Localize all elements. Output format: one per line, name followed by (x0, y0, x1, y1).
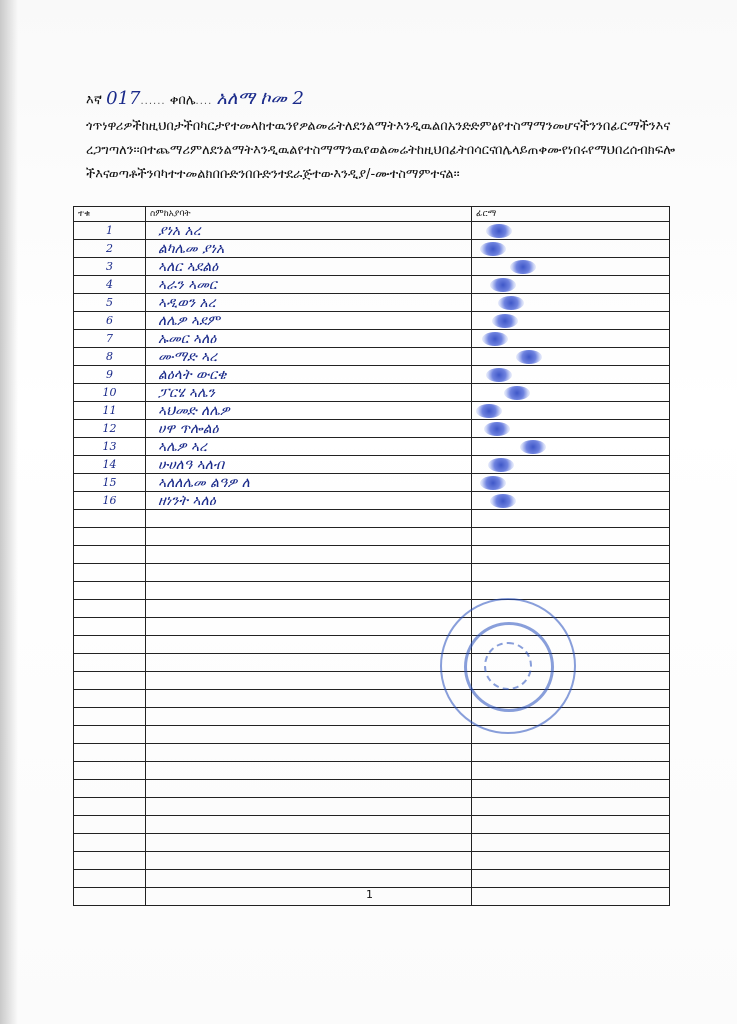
table-row (74, 258, 670, 276)
empty-cell (74, 798, 146, 816)
row-signature (472, 276, 670, 294)
no-label: እኛ (86, 93, 102, 108)
table-row (74, 420, 670, 438)
kebele-label: ቀበሌ (169, 93, 196, 108)
empty-cell (74, 672, 146, 690)
empty-cell (472, 564, 670, 582)
fingerprint-signature (476, 404, 502, 418)
empty-cell (74, 816, 146, 834)
empty-cell (74, 744, 146, 762)
table-row (74, 366, 670, 384)
row-name: ኣለር ኣደልዕ (146, 258, 472, 276)
empty-cell (146, 564, 472, 582)
empty-cell (146, 780, 472, 798)
row-name: ያነአ አረ (146, 222, 472, 240)
table-row-empty (74, 834, 670, 852)
table-row-empty (74, 762, 670, 780)
kebele-value: አለማ ኮመ 2 (216, 88, 304, 109)
fingerprint-signature (498, 296, 524, 310)
empty-cell (146, 582, 472, 600)
row-number: 13 (74, 438, 146, 456)
empty-cell (74, 708, 146, 726)
empty-cell (146, 636, 472, 654)
empty-cell (472, 546, 670, 564)
empty-cell (146, 510, 472, 528)
fingerprint-signature (490, 278, 516, 292)
dots: ...... (140, 96, 166, 107)
table-row-empty (74, 618, 670, 636)
table-row-empty (74, 528, 670, 546)
row-name: ልዕላት ውርቄ (146, 366, 472, 384)
table-row-empty (74, 798, 670, 816)
table-row (74, 348, 670, 366)
row-name: ሀዋ ጥሎልዕ (146, 420, 472, 438)
table-row-empty (74, 690, 670, 708)
empty-cell (74, 582, 146, 600)
row-signature (472, 240, 670, 258)
col-header-name: ስምከአያባት (146, 207, 472, 222)
table-row-empty (74, 600, 670, 618)
empty-cell (146, 870, 472, 888)
col-header-signature: ፊርማ (472, 207, 670, 222)
table-row-empty (74, 654, 670, 672)
empty-cell (146, 888, 472, 906)
empty-cell (146, 618, 472, 636)
empty-cell (146, 654, 472, 672)
table-row-empty (74, 726, 670, 744)
fingerprint-signature (516, 350, 542, 364)
row-name: ለሌዎ ኣደም (146, 312, 472, 330)
table-row-empty (74, 852, 670, 870)
row-number: 2 (74, 240, 146, 258)
row-number: 14 (74, 456, 146, 474)
table-header-row (74, 207, 670, 222)
col-header-number: ተቁ (74, 207, 146, 222)
row-signature (472, 294, 670, 312)
table-body (74, 222, 670, 906)
empty-cell (146, 744, 472, 762)
row-signature (472, 312, 670, 330)
empty-cell (472, 762, 670, 780)
empty-cell (146, 708, 472, 726)
empty-cell (146, 672, 472, 690)
official-stamp (440, 598, 576, 734)
empty-cell (472, 744, 670, 762)
empty-cell (74, 510, 146, 528)
table-row-empty (74, 510, 670, 528)
row-signature (472, 258, 670, 276)
empty-cell (472, 834, 670, 852)
table-row-empty (74, 708, 670, 726)
table-row (74, 330, 670, 348)
empty-cell (74, 852, 146, 870)
table-row-empty (74, 582, 670, 600)
row-number: 5 (74, 294, 146, 312)
empty-cell (472, 528, 670, 546)
table-row (74, 312, 670, 330)
row-signature (472, 348, 670, 366)
empty-cell (74, 546, 146, 564)
empty-cell (146, 762, 472, 780)
table-row (74, 294, 670, 312)
empty-cell (472, 852, 670, 870)
row-number: 9 (74, 366, 146, 384)
row-name: ኣሌዎ ኣረ (146, 438, 472, 456)
row-number: 11 (74, 402, 146, 420)
table-row-empty (74, 636, 670, 654)
page-number: 1 (366, 888, 373, 901)
row-signature (472, 222, 670, 240)
empty-cell (146, 816, 472, 834)
empty-cell (146, 528, 472, 546)
empty-cell (146, 726, 472, 744)
row-signature (472, 366, 670, 384)
row-number: 6 (74, 312, 146, 330)
empty-cell (74, 600, 146, 618)
row-name: ፓርሄ ኣሌን (146, 384, 472, 402)
row-number: 10 (74, 384, 146, 402)
table-row (74, 384, 670, 402)
fingerprint-signature (510, 260, 536, 274)
row-name: ኡመር ኣለዕ (146, 330, 472, 348)
row-signature (472, 492, 670, 510)
fingerprint-signature (482, 332, 508, 346)
empty-cell (74, 564, 146, 582)
table-row-empty (74, 780, 670, 798)
fingerprint-signature (484, 422, 510, 436)
empty-cell (146, 834, 472, 852)
row-name: ልካሌመ ያነአ (146, 240, 472, 258)
signature-table (73, 206, 670, 906)
row-name: ኣራን ኣመር (146, 276, 472, 294)
row-signature (472, 384, 670, 402)
empty-cell (74, 780, 146, 798)
table-row (74, 276, 670, 294)
empty-cell (74, 870, 146, 888)
empty-cell (74, 690, 146, 708)
empty-cell (74, 726, 146, 744)
table-row-empty (74, 744, 670, 762)
row-number: 1 (74, 222, 146, 240)
empty-cell (472, 798, 670, 816)
fingerprint-signature (492, 314, 518, 328)
empty-cell (146, 798, 472, 816)
declaration-paragraph: ጎጥነዋሪዎችከዚህበታችበካርታየተመላከተዉንየዎልመሬትለደንልማትእንዲዉልበአንድድምፅየተስማማንመሆናችንንበፊርማችንእናረጋግጣለን፡፡በተጨማሪምለደንልማትእንዲዉልየተስማማንዉየወልመሬትከዚህበፊትበሳርናበሌላይጠቀሙየነበሩየማህበረሰብክፍሎችእናወጣቶችንባካተተመልክበቡድንበቡድንተደራጅተውእንዲያ/-ሙተስማምተናል፡፡ (86, 119, 676, 182)
signature-table-wrap (73, 206, 669, 856)
table-row-empty (74, 672, 670, 690)
row-name: ኣለለሌመ ልዓዎ ለ (146, 474, 472, 492)
empty-cell (74, 888, 146, 906)
table-row (74, 474, 670, 492)
row-number: 8 (74, 348, 146, 366)
table-row (74, 456, 670, 474)
table-row-empty (74, 870, 670, 888)
fingerprint-signature (504, 386, 530, 400)
empty-cell (472, 510, 670, 528)
row-signature (472, 330, 670, 348)
fingerprint-signature (488, 458, 514, 472)
empty-cell (146, 690, 472, 708)
empty-cell (74, 762, 146, 780)
empty-cell (74, 654, 146, 672)
row-name: ሙማድ ኣረ (146, 348, 472, 366)
no-value: 017 (106, 88, 141, 109)
empty-cell (472, 816, 670, 834)
fingerprint-signature (480, 476, 506, 490)
empty-cell (472, 780, 670, 798)
row-signature (472, 456, 670, 474)
row-name: ኣህመድ ለሌዎ (146, 402, 472, 420)
dots: .... (195, 96, 213, 107)
row-signature (472, 402, 670, 420)
empty-cell (472, 582, 670, 600)
row-number: 4 (74, 276, 146, 294)
row-number: 16 (74, 492, 146, 510)
empty-cell (74, 834, 146, 852)
empty-cell (74, 528, 146, 546)
table-row-empty (74, 564, 670, 582)
table-row-empty (74, 816, 670, 834)
fingerprint-signature (490, 494, 516, 508)
row-number: 7 (74, 330, 146, 348)
empty-cell (146, 852, 472, 870)
empty-cell (146, 546, 472, 564)
row-number: 15 (74, 474, 146, 492)
table-row (74, 240, 670, 258)
row-signature (472, 438, 670, 456)
fingerprint-signature (486, 368, 512, 382)
fingerprint-signature (486, 224, 512, 238)
empty-cell (74, 636, 146, 654)
row-number: 12 (74, 420, 146, 438)
table-row (74, 222, 670, 240)
page-edge-shadow (0, 0, 18, 1024)
empty-cell (472, 870, 670, 888)
row-number: 3 (74, 258, 146, 276)
row-name: ሁሀለዓ ኣለብ (146, 456, 472, 474)
row-name: ዘነንት ኣለዕ (146, 492, 472, 510)
table-row (74, 492, 670, 510)
header-line (86, 88, 304, 109)
empty-cell (472, 888, 670, 906)
fingerprint-signature (520, 440, 546, 454)
table-row (74, 402, 670, 420)
row-signature (472, 420, 670, 438)
row-signature (472, 474, 670, 492)
fingerprint-signature (480, 242, 506, 256)
empty-cell (146, 600, 472, 618)
row-name: ኣዲወን አረ (146, 294, 472, 312)
empty-cell (74, 618, 146, 636)
table-row-empty (74, 546, 670, 564)
table-row (74, 438, 670, 456)
